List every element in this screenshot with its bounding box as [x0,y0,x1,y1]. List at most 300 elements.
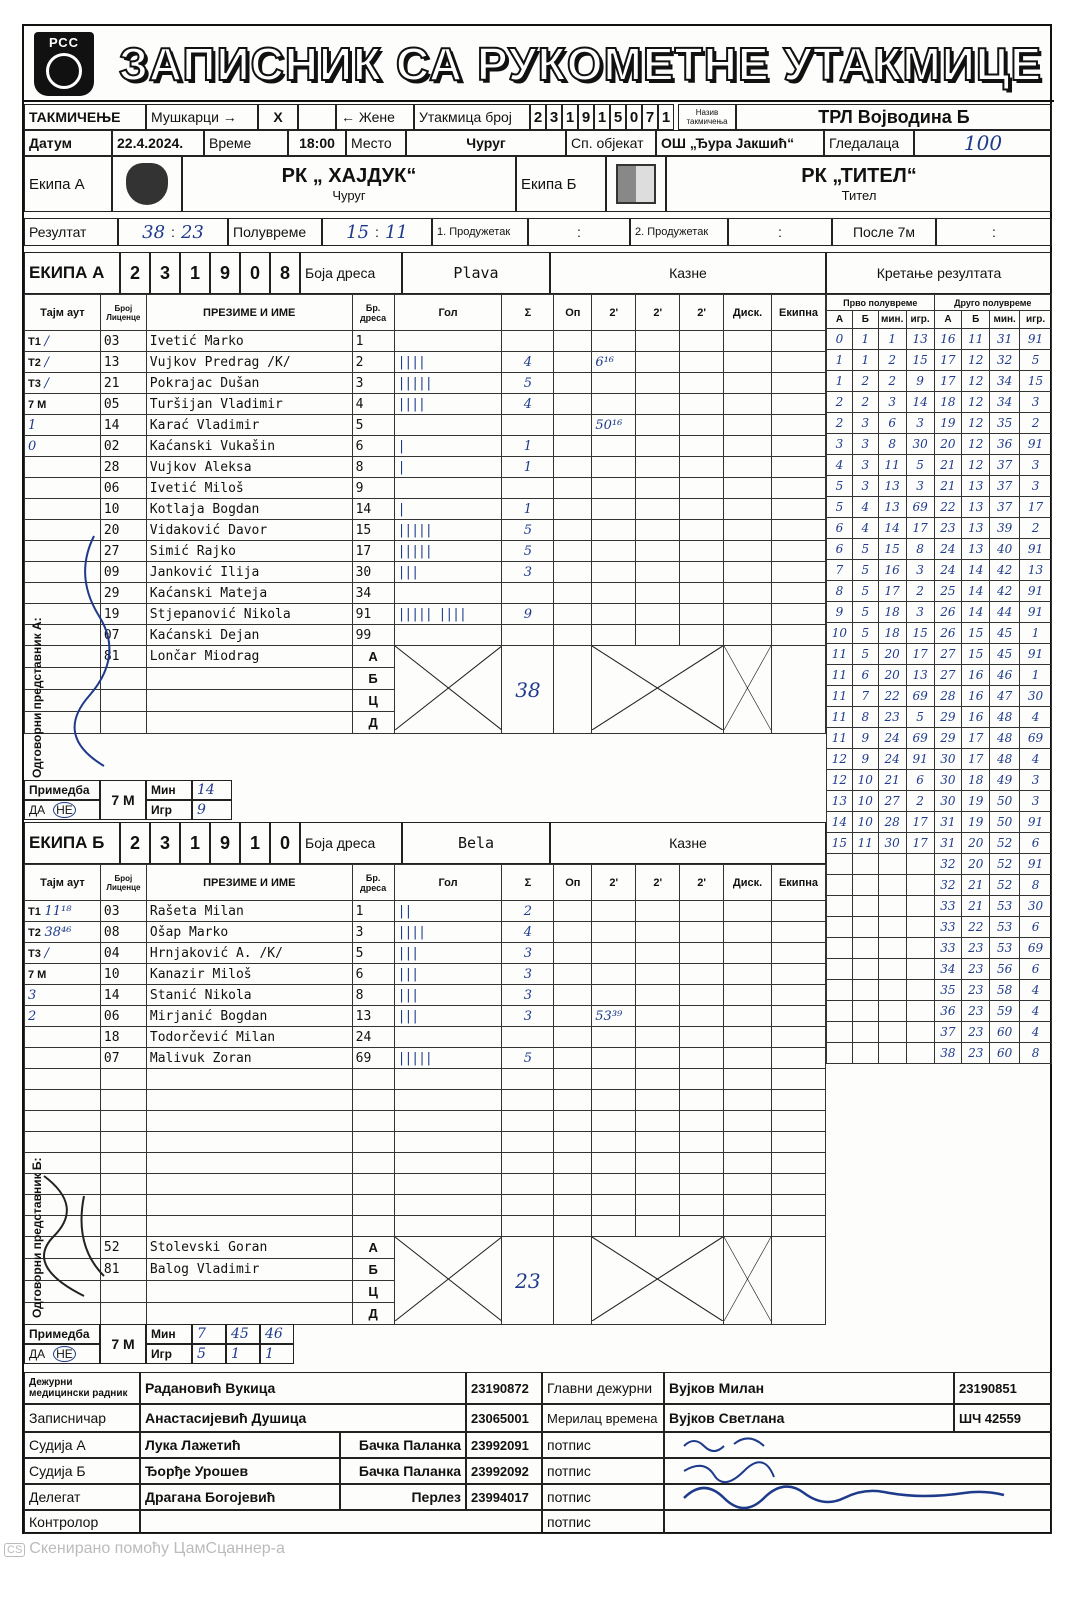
col-sum: Σ [502,865,554,901]
player-name [146,1090,352,1111]
match-number-digit: 5 [610,104,626,130]
progress-second-half-cell: 39 [990,518,1020,539]
progress-second-half-cell: 69 [1020,728,1052,749]
suspension-1 [592,943,636,964]
progress-row [827,938,1052,959]
progress-row [827,707,1052,728]
jersey-number [352,1153,394,1174]
progress-second-half-cell: 17 [934,371,962,392]
official-name: Lončar Miodrag [146,646,352,668]
progress-first-half-cell: 16 [878,560,906,581]
team-a-kit-label: Боја дреса [300,252,402,294]
progress-second-half-cell: 12 [962,434,990,455]
player-name: Janković Ilija [146,562,352,583]
player-name: Stanić Nikola [146,985,352,1006]
progress-second-half-cell: 91 [1020,854,1052,875]
team-penalty-cell [771,1174,825,1195]
progress-row [827,770,1052,791]
progress-second-half-cell: 16 [934,329,962,350]
suspension-2 [636,478,680,499]
delegate-license: 23994017 [466,1484,542,1510]
progress-first-half-cell: 22 [878,686,906,707]
disqualification-cell [724,985,772,1006]
progress-second-half-cell: 6 [1020,917,1052,938]
team-b-section-label: ЕКИПА Б [24,822,120,864]
progress-first-half-cell [906,1001,934,1022]
warning-cell [554,964,592,985]
jersey-number: 6 [352,436,394,457]
jersey-number [352,1132,394,1153]
goal-tally: ||||| |||| [394,604,502,625]
disqualification-cell [724,436,772,457]
warning-cell [554,478,592,499]
team-penalty-cell [771,1216,825,1237]
official-name: Balog Vladimir [146,1259,352,1281]
player-name: Stjepanović Nikola [146,604,352,625]
progress-second-half-cell: 53 [990,896,1020,917]
goal-tally: | [394,499,502,520]
progress-first-half-cell: 30 [878,833,906,854]
progress-first-half-cell: 2 [852,392,878,413]
disqualification-cell [724,1069,772,1090]
progress-second-half-cell: 34 [934,959,962,980]
progress-second-half-cell: 21 [962,875,990,896]
col-suspension-3: 2' [680,295,724,331]
disqualification-cell [724,1090,772,1111]
time-label: Време [204,130,288,156]
progress-first-half-cell: 15 [827,833,853,854]
progress-first-half-cell [878,917,906,938]
goal-tally: |||| [394,352,502,373]
license: 18 [100,1027,146,1048]
team-a-representative-label: Одговорни представник А: [30,617,44,778]
team-a-crest-icon [126,163,168,205]
half-b: 11 [384,221,408,243]
progress-second-half-cell: 46 [990,665,1020,686]
progress-first-half-cell: 4 [852,497,878,518]
team-a-official-row [25,646,826,668]
col-goal: Гол [394,295,502,331]
progress-second-half-cell: 26 [934,623,962,644]
medic-label: Дежурни медицински радник [24,1372,140,1404]
goal-tally: ||||| [394,373,502,394]
goal-sum: 4 [502,922,554,943]
progress-second-half-cell: 14 [962,602,990,623]
progress-second-half-cell: 21 [962,896,990,917]
suspension-3 [680,1090,724,1111]
suspension-3 [680,901,724,922]
suspension-3 [680,1006,724,1027]
progress-first-half-cell: 1 [852,350,878,371]
team-b-penalties-label: Казне [550,822,826,864]
team-a-name: РК „ ХАЈДУК“ [281,165,417,187]
disqualification-cell [724,922,772,943]
progress-second-half-cell: 42 [990,560,1020,581]
goal-sum [502,1132,554,1153]
disqualification-cell [724,352,772,373]
team-a-code-digit: 1 [180,252,210,294]
jersey-number: 99 [352,625,394,646]
progress-second-half-cell: 4 [1020,1001,1052,1022]
progress-second-half-cell: 13 [962,476,990,497]
team-b-code-digit: 9 [210,822,240,864]
team-b-player-row [25,1006,826,1027]
suspension-3 [680,436,724,457]
progress-second-half-cell: 91 [1020,602,1052,623]
progress-row [827,1043,1052,1064]
progress-row [827,644,1052,665]
progress-second-half-cell: 29 [934,707,962,728]
progress-first-half-cell: 6 [827,518,853,539]
progress-first-half-cell [852,959,878,980]
score-progress-table [826,294,1052,1064]
progress-first-half-cell: 5 [852,560,878,581]
license: 06 [100,1006,146,1027]
suspension-1 [592,394,636,415]
team-a-goal-total: 38 [502,646,554,734]
progress-row [827,749,1052,770]
timeout-cell: 7 М [25,964,101,985]
official-name: Stolevski Goran [146,1237,352,1259]
jersey-number: 8 [352,985,394,1006]
col-suspension-1: 2' [592,865,636,901]
progress-row [827,560,1052,581]
timeout-cell: 2 [25,1006,101,1027]
team-penalty-cell [771,541,825,562]
progress-row [827,539,1052,560]
progress-first-half-cell: 15 [878,539,906,560]
progress-row [827,686,1052,707]
official-role: Б [352,668,394,690]
goal-tally: ||| [394,562,502,583]
team-a-city: Чуруг [332,188,366,203]
jersey-number: 5 [352,943,394,964]
disqualification-cell [724,331,772,352]
goal-cross-box [394,1237,502,1325]
progress-second-half-cell: 13 [962,497,990,518]
suspension-2 [636,604,680,625]
progress-first-half-cell: 5 [852,644,878,665]
team-b-code-digit: 0 [270,822,300,864]
official-role: Ц [352,1281,394,1303]
spacer [232,800,826,820]
col-suspension-1: 2' [592,295,636,331]
player-name: Mirjanić Bogdan [146,1006,352,1027]
col-jersey: Бр. дреса [352,295,394,331]
suspension-2 [636,562,680,583]
col-suspension-3: 2' [680,865,724,901]
warning-cell [554,1174,592,1195]
progress-second-half-cell: 53 [990,917,1020,938]
progress-second-half-cell: 6 [1020,833,1052,854]
progress-second-half-cell: 19 [934,413,962,434]
team-a-table [24,294,826,734]
progress-first-half-cell [827,896,853,917]
goal-tally [394,1111,502,1132]
progress-row [827,476,1052,497]
goal-tally: | [394,457,502,478]
progress-second-half-cell: 33 [934,896,962,917]
progress-second-half-cell: 33 [934,917,962,938]
goal-sum: 1 [502,499,554,520]
timeout-cell: T1 / [25,331,101,352]
progress-first-half-cell [878,1001,906,1022]
progress-first-half-cell: 11 [827,686,853,707]
player-name [146,1195,352,1216]
progress-row [827,581,1052,602]
referee-a-license: 23992091 [466,1432,542,1458]
team-b-player-row [25,1090,826,1111]
suspension-cross-box [592,646,724,734]
team-a-player-row [25,520,826,541]
progress-second-half-cell: 91 [1020,812,1052,833]
team-b-table [24,864,826,1325]
team-a-player-row [25,478,826,499]
signatures-image [674,1426,1034,1516]
progress-first-half-cell: 10 [852,812,878,833]
suspension-3 [680,604,724,625]
warning-cell [554,1237,592,1325]
team-penalty-cell [771,520,825,541]
halftime-score [322,218,432,246]
jersey-number [352,1069,394,1090]
progress-second-half-cell: 22 [934,497,962,518]
col-jersey: Бр. дреса [352,865,394,901]
team-penalty-cell [771,1111,825,1132]
referee-b-sign-label: потпис [542,1458,664,1484]
halftime-label: Полувреме [228,218,322,246]
team-a-player-row [25,604,826,625]
progress-first-half-cell: 5 [852,581,878,602]
progress-first-half-cell [878,854,906,875]
progress-col-header: Б [962,311,990,329]
progress-first-half-cell: 6 [878,413,906,434]
goal-tally [394,1153,502,1174]
goal-tally [394,331,502,352]
license: 14 [100,985,146,1006]
progress-first-half-cell: 28 [878,812,906,833]
progress-second-half-cell: 30 [1020,686,1052,707]
warning-cell [554,541,592,562]
timeout-cell: T2 38⁴⁶ [25,922,101,943]
progress-second-half-cell: 5 [1020,350,1052,371]
jersey-number [352,1195,394,1216]
progress-first-half-cell: 10 [827,623,853,644]
jersey-number: 69 [352,1048,394,1069]
suspension-1 [592,520,636,541]
suspension-1 [592,1174,636,1195]
progress-first-half-cell: 13 [827,791,853,812]
progress-second-half-cell: 19 [962,812,990,833]
col-suspension-2: 2' [636,295,680,331]
controller-name [140,1510,542,1534]
team-b-note-no: НЕ [53,1346,76,1362]
official-role: А [352,646,394,668]
time-value: 18:00 [288,130,346,156]
timer-license: ШЧ 42559 [954,1404,1052,1432]
suspension-1 [592,901,636,922]
team-penalty-cell [771,436,825,457]
goal-tally: || [394,901,502,922]
col-disqualification: Диск. [724,865,772,901]
goal-sum: 9 [502,604,554,625]
progress-second-half-cell: 20 [962,854,990,875]
team-penalty-cell [771,583,825,604]
warning-cell [554,436,592,457]
progress-label: Кретање резултата [826,252,1052,294]
team-b-igr-label: Игр [146,1344,192,1364]
progress-second-half-cell: 37 [990,497,1020,518]
progress-first-half-cell: 17 [906,812,934,833]
team-b-player-row [25,1132,826,1153]
disqualification-cell [724,415,772,436]
disqualification-cell [724,394,772,415]
progress-first-half-cell: 3 [827,434,853,455]
col-disqualification: Диск. [724,295,772,331]
team-a-player-row [25,457,826,478]
team-b-player-row [25,1195,826,1216]
progress-second-half-cell: 16 [962,665,990,686]
progress-second-half-cell: 3 [1020,476,1052,497]
warning-cell [554,901,592,922]
warning-cell [554,1090,592,1111]
col-sum: Σ [502,295,554,331]
player-name: Ivetić Marko [146,331,352,352]
suspension-2 [636,1216,680,1237]
col-team-penalty: Екипна [771,295,825,331]
goal-tally: |||| [394,922,502,943]
col-license: Број Лиценце [100,295,146,331]
team-b-label: Екипа Б [516,156,606,212]
team-a-code [120,252,300,294]
progress-first-half-cell [906,917,934,938]
progress-second-half-cell: 14 [962,560,990,581]
progress-first-half-cell: 14 [906,392,934,413]
suspension-3 [680,1216,724,1237]
team-b-player-row [25,1216,826,1237]
license: 03 [100,331,146,352]
header [24,26,1054,102]
license: 06 [100,478,146,499]
timeout-cell [25,478,101,499]
warning-cell [554,583,592,604]
progress-second-half-cell: 45 [990,644,1020,665]
goal-sum [502,1090,554,1111]
warning-cell [554,625,592,646]
team-a-igr-label: Игр [146,800,192,820]
suspension-2 [636,541,680,562]
progress-first-half-cell: 9 [906,371,934,392]
progress-second-half-cell: 3 [1020,455,1052,476]
progress-second-half-cell: 52 [990,875,1020,896]
warning-cell [554,1153,592,1174]
warning-cell [554,394,592,415]
suspension-3 [680,1153,724,1174]
suspension-1 [592,985,636,1006]
team-b-official-row [25,1237,826,1259]
progress-first-half-cell: 3 [906,413,934,434]
blank-cell [298,104,336,130]
progress-second-half-cell: 6 [1020,959,1052,980]
jersey-number: 5 [352,415,394,436]
team-penalty-cell [771,1006,825,1027]
suspension-2 [636,520,680,541]
progress-second-half-cell: 1 [1020,665,1052,686]
goal-tally: ||||| [394,541,502,562]
chief-license: 23190851 [954,1372,1052,1404]
jersey-number [352,1090,394,1111]
progress-second-half-cell: 13 [962,539,990,560]
progress-second-half-cell: 18 [934,392,962,413]
jersey-number: 17 [352,541,394,562]
disqualification-cell [724,625,772,646]
suspension-cross-box [592,1237,724,1325]
progress-second-half-cell: 35 [934,980,962,1001]
progress-second-half-cell: 23 [962,980,990,1001]
suspension-3 [680,1111,724,1132]
warning-cell [554,1006,592,1027]
progress-second-half-cell: 16 [962,686,990,707]
progress-col-header: Б [852,311,878,329]
progress-second-half-cell: 69 [1020,938,1052,959]
col-warning: Оп [554,865,592,901]
progress-second-half-cell: 23 [962,1022,990,1043]
suspension-1 [592,499,636,520]
progress-first-half-cell [878,959,906,980]
progress-first-half-cell [906,896,934,917]
license: 27 [100,541,146,562]
team-b-player-row [25,943,826,964]
timeout-cell: T1 11¹⁸ [25,901,101,922]
goal-sum [502,1111,554,1132]
suspension-1 [592,562,636,583]
progress-second-half-cell: 48 [990,728,1020,749]
progress-second-half-cell: 23 [934,518,962,539]
progress-second-half-cell: 35 [990,413,1020,434]
date-label: Датум [24,130,112,156]
document-title: ЗАПИСНИК СА РУКОМЕТНЕ УТАКМИЦЕ [119,38,1043,90]
team-b-min-label: Мин [146,1324,192,1344]
goal-sum [502,1174,554,1195]
team-penalty-cell [771,1069,825,1090]
progress-col-header: игр. [1020,311,1052,329]
col-timeout: Тајм аут [25,295,101,331]
progress-second-half-cell: 38 [934,1043,962,1064]
timer-name: Вујков Светлана [664,1404,954,1432]
progress-first-half-cell [827,1043,853,1064]
team-penalty-cell [771,901,825,922]
progress-first-half-cell [906,980,934,1001]
progress-second-half-cell: 13 [1020,560,1052,581]
suspension-3 [680,478,724,499]
progress-second-half-cell: 42 [990,581,1020,602]
progress-second-half-cell: 27 [934,644,962,665]
team-a-logo [112,156,182,212]
suspension-2 [636,943,680,964]
progress-first-half-cell: 11 [827,665,853,686]
player-name: Kotlaja Bogdan [146,499,352,520]
progress-first-half-cell: 5 [852,539,878,560]
goal-tally [394,1069,502,1090]
col-name: ПРЕЗИМЕ И ИМЕ [146,865,352,901]
progress-row [827,623,1052,644]
camscanner-icon: CS [4,1543,25,1557]
suspension-3 [680,1174,724,1195]
progress-row [827,812,1052,833]
progress-second-half-cell: 37 [990,476,1020,497]
progress-second-half-cell: 50 [990,812,1020,833]
progress-first-half-cell: 11 [852,833,878,854]
